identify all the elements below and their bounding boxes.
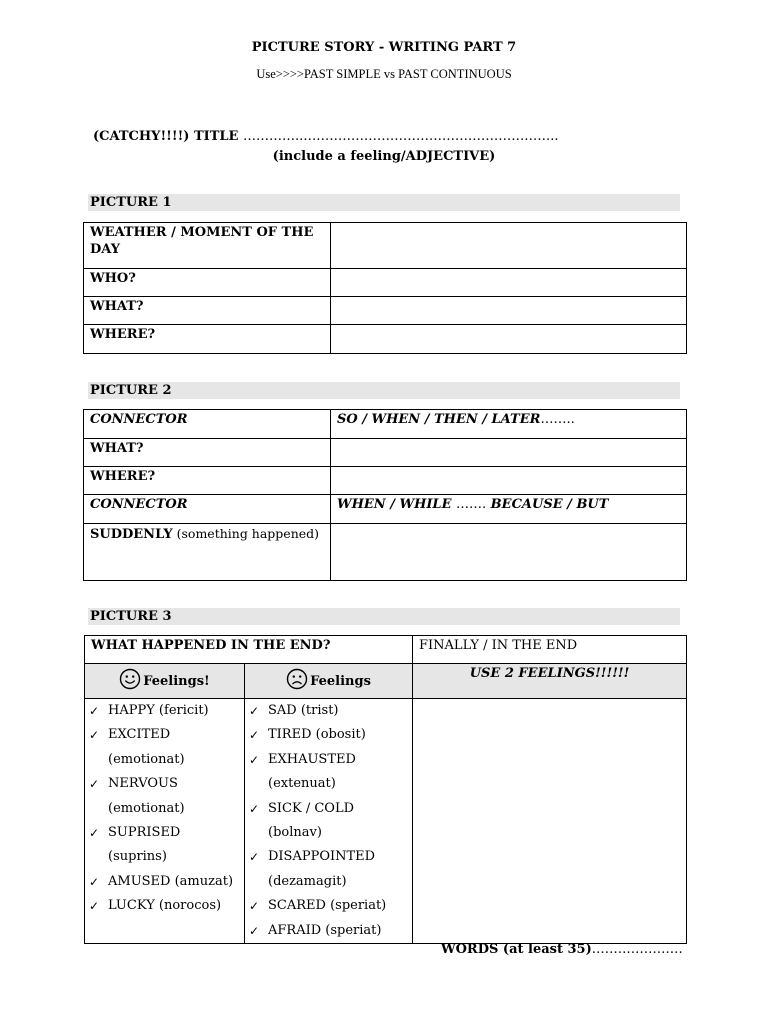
word-count-blank[interactable]: …………………: [591, 942, 683, 957]
catchy-title-blank[interactable]: …………..…………………………………………………..: [242, 129, 559, 144]
happy-list-item: [87, 772, 242, 796]
happy-feelings-label: Feelings!: [143, 673, 210, 689]
picture1-what-answer[interactable]: [331, 297, 687, 325]
happy-list-item: [87, 894, 242, 918]
sad-list-item: [247, 723, 410, 747]
happy-feelings-cell: [85, 699, 245, 944]
happy-feeling-text: EXCITED: [108, 727, 171, 743]
checkmark-icon: ✓: [249, 704, 260, 718]
picture2-connector-answer[interactable]: [331, 410, 687, 439]
table-row: [84, 325, 687, 354]
picture2-connector-label: CONNECTOR: [84, 410, 331, 439]
sad-feeling-text: SAD (trist): [268, 703, 339, 718]
happy-list-item: [87, 797, 242, 821]
sad-feeling-text: (dezamagit): [268, 873, 347, 889]
suddenly-note: (something happened): [172, 526, 320, 541]
suddenly-word: SUDDENLY: [90, 527, 173, 542]
word-count-label: WORDS (at least 35): [441, 942, 592, 957]
picture2-connector2-label: CONNECTOR: [84, 495, 331, 524]
sad-face-icon: [286, 668, 308, 695]
picture2-connector2-answer[interactable]: [331, 495, 687, 524]
happy-list-item: [87, 748, 242, 772]
page-title: PICTURE STORY - WRITING PART 7: [251, 40, 517, 55]
checkmark-icon: ✓: [89, 874, 100, 889]
happy-feeling-text: (suprins): [108, 849, 167, 865]
sad-list-item: [247, 821, 410, 845]
checkmark-icon: ✓: [89, 704, 100, 718]
table-row: [85, 664, 687, 699]
word-count-line: [441, 942, 683, 957]
picture1-who-answer[interactable]: [331, 269, 687, 297]
sad-list-item: [247, 845, 410, 869]
table-row: [85, 636, 687, 664]
sad-list-item: [247, 748, 410, 772]
table-row: [84, 269, 687, 297]
checkmark-icon: ✓: [89, 899, 100, 914]
checkmark-icon: ✓: [249, 752, 260, 767]
checkmark-icon: ✓: [249, 801, 260, 816]
checkmark-icon: ✓: [249, 899, 260, 914]
happy-feeling-text: HAPPY (fericit): [108, 703, 209, 718]
sad-feeling-text: DISAPPOINTED: [268, 849, 376, 865]
sad-feeling-text: EXHAUSTED: [268, 751, 356, 767]
picture1-weather-answer[interactable]: [331, 223, 687, 269]
sad-list-item: [247, 772, 410, 796]
sad-feelings-label: Feelings: [310, 673, 371, 689]
sad-feeling-text: (extenuat): [268, 776, 336, 792]
smiley-face-icon: [119, 668, 141, 695]
table-row: [84, 439, 687, 467]
catchy-title-label: (CATCHY!!!!) TITLE: [93, 129, 243, 144]
happy-list-item: [87, 870, 242, 894]
table-row: [84, 467, 687, 495]
finally-label: FINALLY / IN THE END: [413, 636, 687, 664]
use-two-feelings-note: USE 2 FEELINGS!!!!!!: [413, 664, 687, 699]
checkmark-icon: ✓: [249, 923, 260, 938]
sad-list-item: [247, 699, 410, 723]
happy-list-item: [87, 845, 242, 869]
sad-list-item: [247, 797, 410, 821]
picture2-suddenly-answer[interactable]: [331, 524, 687, 581]
happy-feeling-text: SUPRISED: [108, 825, 181, 841]
picture1-where-answer[interactable]: [331, 325, 687, 354]
table-row: [84, 297, 687, 325]
connector-options: SO / WHEN / THEN / LATER: [337, 412, 541, 427]
sad-feeling-text: (bolnav): [268, 825, 322, 841]
picture2-what-answer[interactable]: [331, 439, 687, 467]
sad-list-item: [247, 870, 410, 894]
happy-feeling-text: NERVOUS: [108, 776, 178, 792]
picture1-table: [83, 222, 687, 354]
include-feeling-note: (include a feeling/ADJECTIVE): [272, 149, 496, 164]
picture1-heading: PICTURE 1: [88, 194, 680, 211]
sad-feeling-text: AFRAID (speriat): [268, 922, 382, 938]
sad-feelings-cell: [245, 699, 413, 944]
picture2-where-answer[interactable]: [331, 467, 687, 495]
connector2-options: WHEN / WHILE: [337, 497, 457, 512]
picture1-weather-label: WEATHER / MOMENT OF THE DAY: [84, 223, 331, 269]
table-row: [84, 410, 687, 439]
table-row: [84, 524, 687, 581]
story-ending-answer[interactable]: [413, 699, 687, 944]
happy-list-item: [87, 699, 242, 723]
picture1-where-label: WHERE?: [84, 325, 331, 354]
sad-feeling-text: TIRED (obosit): [268, 727, 366, 743]
checkmark-icon: ✓: [89, 826, 100, 841]
happy-feelings-list: [87, 699, 242, 919]
checkmark-icon: ✓: [89, 728, 100, 743]
connector-dots: ……..: [540, 412, 575, 427]
happy-feeling-text: (emotionat): [108, 751, 185, 767]
happy-feeling-text: LUCKY (norocos): [108, 898, 222, 914]
table-row: [84, 495, 687, 524]
sad-feelings-list: [247, 699, 410, 943]
checkmark-icon: ✓: [249, 850, 260, 865]
picture2-table: [83, 409, 687, 581]
picture2-heading: PICTURE 2: [88, 382, 680, 399]
sad-feeling-text: SCARED (speriat): [268, 898, 387, 914]
happy-feelings-header: [85, 664, 245, 699]
checkmark-icon: ✓: [89, 777, 100, 792]
happy-list-item: [87, 821, 242, 845]
checkmark-icon: ✓: [249, 728, 260, 743]
sad-list-item: [247, 894, 410, 918]
sad-feeling-text: SICK / COLD: [268, 800, 355, 816]
what-happened-label: WHAT HAPPENED IN THE END?: [85, 636, 413, 664]
picture2-where-label: WHERE?: [84, 467, 331, 495]
connector2-options-end: BECAUSE / BUT: [486, 497, 609, 512]
sad-list-item: [247, 919, 410, 943]
picture3-table: [84, 635, 687, 944]
happy-feeling-text: AMUSED (amuzat): [108, 873, 234, 889]
happy-list-item: [87, 723, 242, 747]
sad-feelings-header: [245, 664, 413, 699]
page-subtitle: Use>>>>PAST SIMPLE vs PAST CONTINUOUS: [256, 67, 512, 81]
catchy-title-line: [93, 129, 559, 144]
picture3-heading: PICTURE 3: [88, 608, 680, 625]
table-row: [84, 223, 687, 269]
picture2-suddenly-label: [84, 524, 331, 581]
happy-feeling-text: (emotionat): [108, 800, 185, 816]
picture1-who-label: WHO?: [84, 269, 331, 297]
picture1-what-label: WHAT?: [84, 297, 331, 325]
connector2-dots: …….: [456, 497, 487, 512]
table-row: [85, 699, 687, 944]
picture2-what-label: WHAT?: [84, 439, 331, 467]
